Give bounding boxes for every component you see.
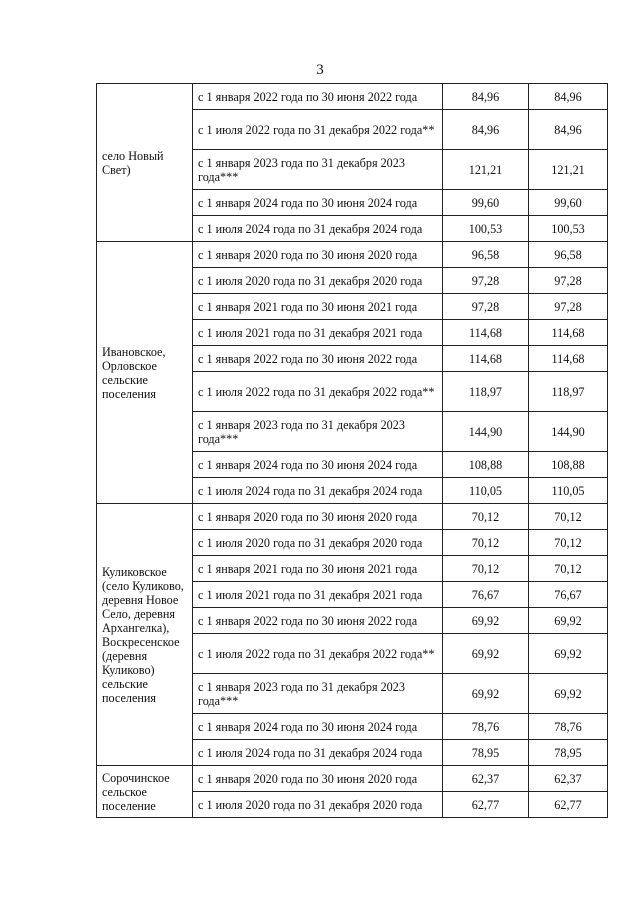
tariff-value-cell-2: 114,68 — [529, 346, 608, 372]
tariff-value-cell-2: 100,53 — [529, 216, 608, 242]
tariff-value-cell: 110,05 — [443, 478, 529, 504]
tariff-value-cell: 84,96 — [443, 84, 529, 110]
period-cell: с 1 января 2024 года по 30 июня 2024 года — [193, 190, 443, 216]
period-cell: с 1 января 2023 года по 31 декабря 2023 года*** — [193, 674, 443, 714]
tariff-value-cell: 70,12 — [443, 504, 529, 530]
tariff-value-cell-2: 108,88 — [529, 452, 608, 478]
period-cell: с 1 января 2022 года по 30 июня 2022 года — [193, 84, 443, 110]
tariff-value-cell-2: 110,05 — [529, 478, 608, 504]
tariff-value-cell: 78,95 — [443, 740, 529, 766]
tariff-value-cell-2: 62,37 — [529, 766, 608, 792]
tariff-value-cell: 84,96 — [443, 110, 529, 150]
table-row — [97, 766, 608, 792]
tariff-value-cell-2: 84,96 — [529, 84, 608, 110]
period-cell: с 1 июля 2022 года по 31 декабря 2022 года** — [193, 372, 443, 412]
tariff-value-cell: 70,12 — [443, 556, 529, 582]
period-cell: с 1 июля 2024 года по 31 декабря 2024 года — [193, 478, 443, 504]
tariff-value-cell: 121,21 — [443, 150, 529, 190]
tariff-value-cell-2: 97,28 — [529, 268, 608, 294]
period-cell: с 1 июля 2022 года по 31 декабря 2022 года** — [193, 634, 443, 674]
period-cell: с 1 января 2020 года по 30 июня 2020 года — [193, 766, 443, 792]
tariff-value-cell: 69,92 — [443, 674, 529, 714]
tariff-table — [96, 83, 608, 818]
period-cell: с 1 июля 2020 года по 31 декабря 2020 года — [193, 268, 443, 294]
tariff-value-cell-2: 84,96 — [529, 110, 608, 150]
period-cell: с 1 января 2023 года по 31 декабря 2023 года*** — [193, 412, 443, 452]
table-row — [97, 84, 608, 110]
tariff-value-cell-2: 121,21 — [529, 150, 608, 190]
tariff-value-cell-2: 97,28 — [529, 294, 608, 320]
tariff-value-cell-2: 96,58 — [529, 242, 608, 268]
tariff-value-cell: 69,92 — [443, 608, 529, 634]
tariff-value-cell-2: 69,92 — [529, 634, 608, 674]
tariff-value-cell-2: 99,60 — [529, 190, 608, 216]
tariff-value-cell: 114,68 — [443, 320, 529, 346]
tariff-value-cell-2: 70,12 — [529, 530, 608, 556]
table-row — [97, 504, 608, 530]
tariff-value-cell: 118,97 — [443, 372, 529, 412]
period-cell: с 1 июля 2021 года по 31 декабря 2021 года — [193, 320, 443, 346]
tariff-table-body — [97, 84, 608, 818]
period-cell: с 1 января 2020 года по 30 июня 2020 года — [193, 504, 443, 530]
tariff-value-cell: 100,53 — [443, 216, 529, 242]
period-cell: с 1 июля 2020 года по 31 декабря 2020 года — [193, 792, 443, 818]
period-cell: с 1 июля 2024 года по 31 декабря 2024 года — [193, 216, 443, 242]
period-cell: с 1 января 2024 года по 30 июня 2024 года — [193, 714, 443, 740]
tariff-value-cell-2: 62,77 — [529, 792, 608, 818]
tariff-value-cell: 99,60 — [443, 190, 529, 216]
tariff-value-cell-2: 70,12 — [529, 556, 608, 582]
period-cell: с 1 июля 2020 года по 31 декабря 2020 года — [193, 530, 443, 556]
period-cell: с 1 января 2020 года по 30 июня 2020 года — [193, 242, 443, 268]
tariff-value-cell-2: 144,90 — [529, 412, 608, 452]
tariff-value-cell: 62,37 — [443, 766, 529, 792]
tariff-value-cell-2: 78,95 — [529, 740, 608, 766]
tariff-value-cell: 96,58 — [443, 242, 529, 268]
tariff-value-cell-2: 69,92 — [529, 674, 608, 714]
tariff-value-cell: 114,68 — [443, 346, 529, 372]
tariff-value-cell: 62,77 — [443, 792, 529, 818]
period-cell: с 1 января 2021 года по 30 июня 2021 года — [193, 556, 443, 582]
tariff-value-cell: 97,28 — [443, 294, 529, 320]
tariff-value-cell-2: 78,76 — [529, 714, 608, 740]
tariff-value-cell-2: 114,68 — [529, 320, 608, 346]
tariff-value-cell: 78,76 — [443, 714, 529, 740]
period-cell: с 1 июля 2022 года по 31 декабря 2022 года** — [193, 110, 443, 150]
tariff-value-cell-2: 76,67 — [529, 582, 608, 608]
tariff-value-cell-2: 70,12 — [529, 504, 608, 530]
tariff-value-cell-2: 69,92 — [529, 608, 608, 634]
table-row — [97, 242, 608, 268]
tariff-value-cell: 70,12 — [443, 530, 529, 556]
tariff-value-cell: 108,88 — [443, 452, 529, 478]
settlement-cell: Сорочинское сельское поселение — [97, 766, 193, 818]
tariff-value-cell: 76,67 — [443, 582, 529, 608]
page-number: 3 — [316, 62, 324, 78]
tariff-value-cell: 97,28 — [443, 268, 529, 294]
tariff-value-cell: 144,90 — [443, 412, 529, 452]
tariff-value-cell: 69,92 — [443, 634, 529, 674]
period-cell: с 1 января 2023 года по 31 декабря 2023 года*** — [193, 150, 443, 190]
settlement-cell: село Новый Свет) — [97, 84, 193, 242]
period-cell: с 1 июля 2024 года по 31 декабря 2024 года — [193, 740, 443, 766]
period-cell: с 1 января 2024 года по 30 июня 2024 года — [193, 452, 443, 478]
period-cell: с 1 января 2021 года по 30 июня 2021 года — [193, 294, 443, 320]
period-cell: с 1 января 2022 года по 30 июня 2022 года — [193, 346, 443, 372]
period-cell: с 1 января 2022 года по 30 июня 2022 года — [193, 608, 443, 634]
period-cell: с 1 июля 2021 года по 31 декабря 2021 года — [193, 582, 443, 608]
settlement-cell: Куликовское (село Куликово, деревня Новое Село, деревня Архангелка), Воскресенское (деревня Куликово) сельские поселения — [97, 504, 193, 766]
tariff-value-cell-2: 118,97 — [529, 372, 608, 412]
settlement-cell: Ивановское, Орловское сельские поселения — [97, 242, 193, 504]
